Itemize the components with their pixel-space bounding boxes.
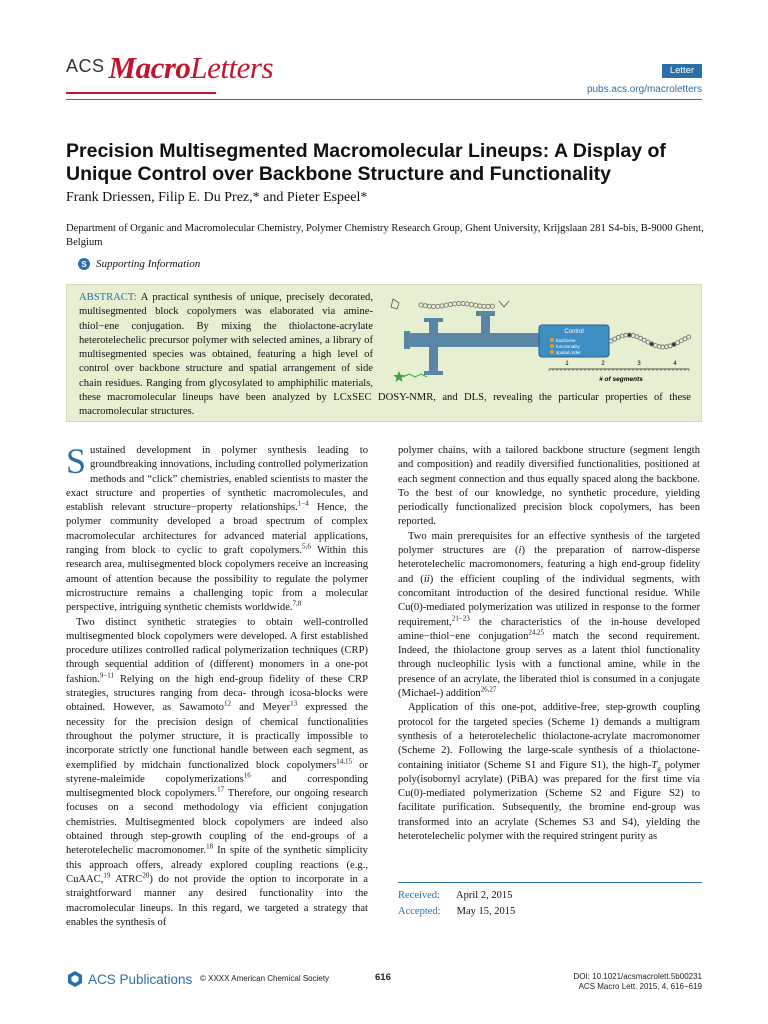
abstract-text [79, 291, 691, 420]
doi-block [573, 972, 702, 992]
rich-text [398, 445, 700, 527]
text-run: Two main prerequisites for an effective synthesis of the targeted polymer structures are ( [398, 530, 700, 557]
author-list: Frank Driessen, Filip E. Du Prez,* and Pieter Espeel* [66, 190, 368, 205]
text-run: and Meyer [230, 702, 291, 714]
logo-macro: Macro [108, 50, 191, 85]
citation-ref[interactable]: 26,27 [480, 685, 497, 694]
citation-ref[interactable]: 14,15 [336, 757, 352, 765]
page-number: 616 [375, 972, 391, 983]
accepted-date: May 15, 2015 [456, 906, 516, 917]
supporting-info-icon: S [78, 258, 90, 270]
citation-ref[interactable]: 16 [243, 771, 251, 780]
copyright: © XXXX American Chemical Society [200, 974, 330, 983]
text-run: ustained development in polymer synthesis leading to groundbreaking innovations, including controlled polymerization methods and “click” chemistries, enabled scientists to master the exact structure and properties of synthetic macromolecules, and establish relevant structure−property relationships. [66, 445, 368, 514]
axis-tick-label-3: 3 [637, 361, 641, 367]
text-run: Therefore, our ongoing research focuses on a second methodology via efficient conjugation chemistries. Multisegmented block copolymers are indeed also obtained through step-growth coupling of the end-groups of a heterotelechelic macromonomer. [66, 788, 369, 857]
drop-cap: S [66, 441, 87, 481]
abstract-box [66, 284, 702, 422]
paragraph [66, 441, 368, 616]
text-run: In spite of the synthetic simplicity this approach offers, already explored coupling reactions (e.g., CuAAC, [66, 845, 368, 885]
citation-ref[interactable]: 5,6 [302, 542, 311, 551]
text-run: Within this research area, multisegmented block copolymers receive an increasing amount of attention because the possibility to regulate the polymer microstructure remains a challenging topic from a molecular perspective, intriguing synthetic chemists worldwide. [66, 545, 368, 614]
rich-text [398, 531, 700, 699]
affiliation: Department of Organic and Macromolecular Chemistry, Polymer Chemistry Research Group, Ghent University, Krijgslaan 281 S4-bis, B-9000 Ghent, Belgium [66, 223, 704, 248]
text-run: ) the efficient coupling of the individual segments, with concomitant introduction of the desired functional residue. While Cu(0)-mediated polymerization was utilized in response to the former requirement, [398, 573, 700, 628]
publisher-name: ACS Publications [88, 971, 193, 987]
article-type-badge: Letter [662, 64, 702, 78]
paragraph [398, 444, 700, 530]
journal-citation: ACS Macro Lett. 2015, 4, 616−619 [578, 982, 702, 991]
text-run: Application of this one-pot, additive-free, step-growth coupling protocol for the targeted species (Scheme 1) demands a multigram synthesis of a heterotelechelic thiolactone-acrylate macromonomer (Scheme 2). Following the large-scale synthesis of a thiolactone-containing initiator (Scheme S1 and Figure S1), the high- [398, 702, 700, 771]
axis-tick-label-1: 1 [565, 361, 569, 367]
paragraph [398, 530, 700, 702]
supporting-info-link[interactable] [78, 258, 200, 270]
paragraph [398, 701, 700, 844]
citation-ref[interactable]: 19 [103, 871, 111, 880]
journal-url-link[interactable]: pubs.acs.org/macroletters [586, 84, 702, 95]
citation-ref[interactable]: 1−4 [297, 499, 309, 508]
text-run: i [518, 545, 522, 557]
abstract-label: ABSTRACT: [79, 292, 137, 303]
received-row [398, 888, 515, 904]
citation-ref[interactable]: 24,25 [528, 628, 545, 637]
logo-underline [66, 92, 216, 94]
logo-acs: ACS [66, 56, 105, 76]
control-item-backbone: backbone [556, 338, 576, 343]
rich-text [398, 702, 700, 842]
text-run: expressed the necessity for the precision design of chemical functionalities throughout the polymer structure, it is practically impossible to incorporate strictly one functional handle between each segment, as exemplified by midchain functionalized block copolymers [66, 702, 368, 771]
text-run: Two distinct synthetic strategies to obtain well-controlled multisegmented block copolymers were developed. A first established procedure utilizes controlled radical polymerization techniques (CRP) through sequential addition of (different) monomers in a one-pot fashion. [66, 616, 368, 685]
citation-ref[interactable]: 18 [206, 842, 214, 851]
citation-ref[interactable]: 21−23 [451, 614, 470, 623]
control-item-functionality: functionality [556, 344, 580, 349]
text-run: ) the preparation of narrow-disperse heterotelechelic macromonomers, featuring a high end-group fidelity and ( [398, 545, 700, 585]
citation-ref[interactable]: 13 [290, 699, 298, 708]
dates-divider [398, 882, 702, 883]
axis-tick-label-2: 2 [601, 361, 605, 367]
text-run: Relying on the high end-group fidelity of these CRP strategies, structures ranging from deca- through icosa-blocks were obtained. However, as Sawamoto [66, 673, 368, 714]
citation-ref[interactable]: 20 [142, 871, 150, 880]
body-column-right [398, 444, 700, 844]
paper-title: Precision Multisegmented Macromolecular Lineups: A Display of Unique Control over Backbone Structure and Functionality [66, 140, 666, 185]
article-dates [398, 888, 515, 920]
text-run: polymer poly(isobornyl acrylate) (PiBA) was prepared for the first time via Cu(0)-mediated polymerization (Scheme S2 and Figure S2) to facilitate purification. Subsequently, the bromine end-group was transformed into an acrylate (Schemes S3 and S4), yielding the heterotelechelic polymer with the required stringent purity as [398, 759, 701, 843]
citation-ref[interactable]: 17 [217, 785, 225, 794]
citation-ref[interactable]: 12 [223, 699, 231, 708]
text-run: ATRC [110, 873, 143, 885]
text-run: T [651, 759, 658, 771]
text-run: g [657, 764, 661, 773]
axis-label: # of segments [599, 376, 643, 383]
received-label: Received: [398, 890, 440, 901]
control-item-spatial-order: spatial order [556, 350, 581, 355]
rich-text [66, 441, 368, 614]
rich-text [66, 617, 368, 928]
citation-ref[interactable]: 7,8 [292, 599, 302, 608]
accepted-label: Accepted: [398, 906, 441, 917]
body-column-left [66, 441, 369, 930]
text-run: or styrene-maleimide copolymerizations [66, 759, 368, 785]
received-date: April 2, 2015 [456, 890, 513, 901]
paragraph [66, 616, 368, 931]
abstract-body: A practical synthesis of unique, precisely decorated, multisegmented block copolymers was elaborated via amine-thiol−ene conjugation. By mixing the thiolactone-acrylate heterotelechelic precursor polymer with selected amines, a library of multisegmented species was obtained, featuring a high level of control over backbone structure and spatial arrangement of side chain residues. Ranging from glycosylated to amphiphilic materials, these macromolecular lineups have been analyzed by LCxSEC DOSY-NMR, and DLS, revealing the particular properties of these macromolecular structures. [79, 292, 691, 418]
text-run: ) do not provide the option to incorporate in a straightforward manner any desired functionality into the macromolecular lineups. In this regard, we targeted a strategy that enables the synthesis of [66, 873, 368, 928]
text-run: the characteristics of the in-house developed amine−thiol−ene conjugation [398, 616, 700, 642]
acs-hexagon-icon [66, 970, 84, 988]
supporting-info-label: Supporting Information [96, 258, 201, 270]
citation-ref[interactable]: 9−11 [99, 671, 115, 680]
doi-link[interactable]: DOI: 10.1021/acsmacrolett.5b00231 [573, 972, 702, 981]
text-run: and corresponding multisegmented block copolymers. [66, 773, 369, 800]
accepted-row [398, 904, 515, 920]
text-run: ii [423, 573, 430, 585]
axis-tick-label-4: 4 [673, 361, 677, 367]
text-run: match the second requirement. Indeed, the thiolactone group serves as a latent thiol functionality through nucleophilic lysis with a functional amine, while in the presence of an acrylate, the liberated thiol is consumed in a conjugate (Michael-) addition [398, 630, 700, 700]
logo-letters: Letters [190, 50, 274, 85]
header-divider [66, 99, 702, 100]
text-run: Hence, the polymer community developed a broad spectrum of complex macromolecular architectures for advanced material applications, ranging from block to cyclic to graft copolymers. [66, 502, 368, 557]
acs-publications-logo[interactable] [66, 970, 192, 988]
text-run: polymer chains, with a tailored backbone structure (segment length and composition) and readily diversified functionalities, positioned at each segment connection and thus equally spaced along the backbone. To the best of our knowledge, no synthetic procedure, yielding periodically functionalized precision block copolymers, has been reported. [398, 445, 700, 528]
control-title: Control [564, 329, 584, 335]
